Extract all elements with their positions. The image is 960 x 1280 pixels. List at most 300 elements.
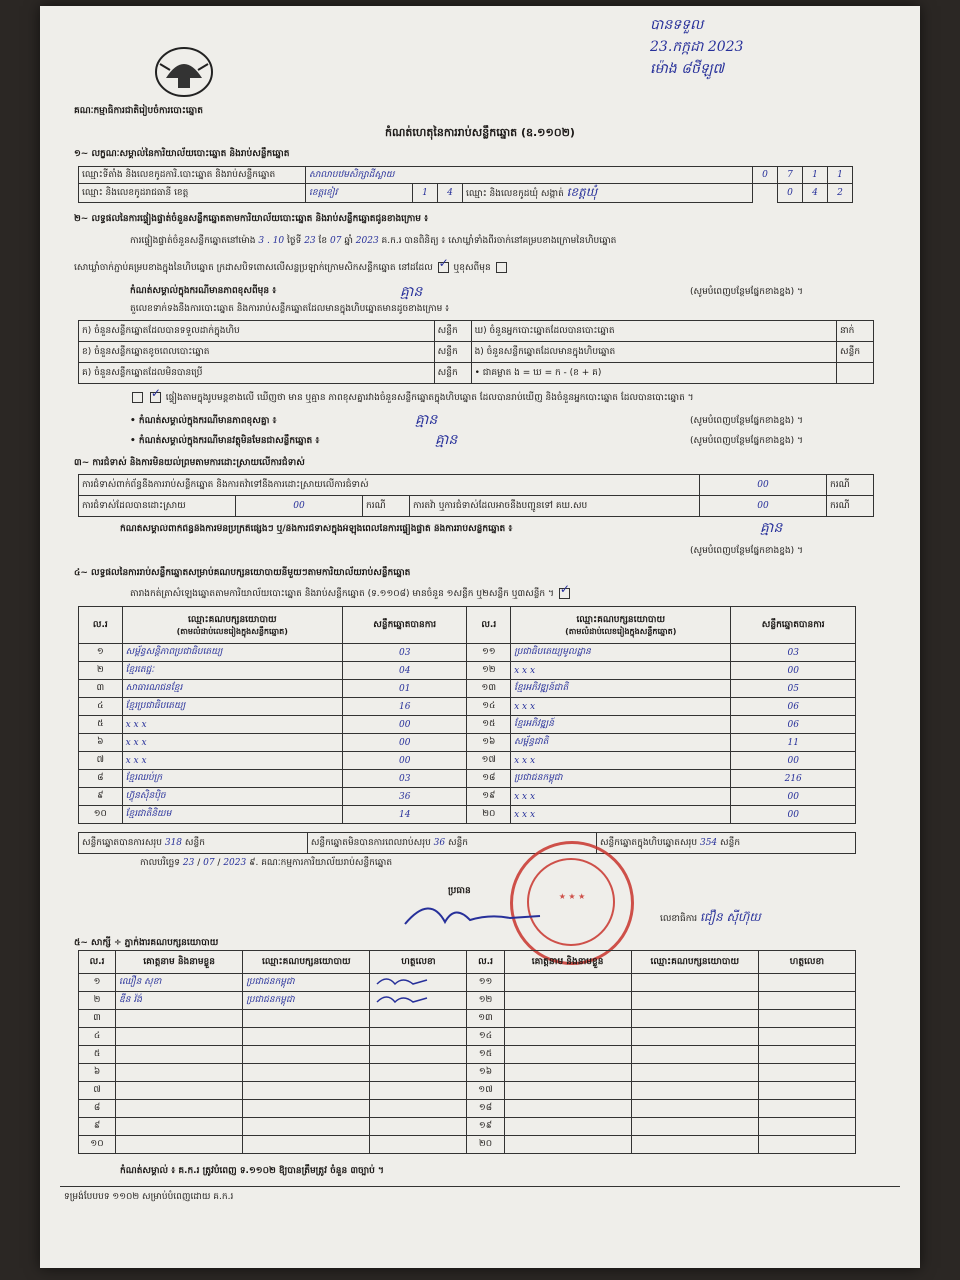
resolved-count: 00 [236, 496, 363, 517]
row-number: ៨ [79, 770, 123, 788]
witness-signature [370, 1100, 467, 1118]
section2-heading: ២~ លទ្ធផលនៃការផ្ទៀងផ្ទាត់ចំនួនសន្លឹកឆ្នោតតាមការិយាល័យបោះឆ្នោត និងរាប់សន្លឹកឆ្នោតជូនខាងក្រោម ៖ [74, 214, 429, 224]
row-number: ១៦ [467, 734, 511, 752]
nec-logo-icon [152, 44, 216, 100]
unit-label: សន្លឹក [448, 837, 468, 848]
unit-label: សន្លឹក [720, 837, 741, 848]
witness-party: ប្រជាជនកម្ពុជា [243, 992, 370, 1010]
month-label: ខែ [318, 236, 328, 246]
witness-name: ឈឿន សុខា [116, 974, 243, 992]
party-name: x x x [122, 734, 342, 752]
party-votes: 00 [342, 716, 467, 734]
year-label: ឆ្នាំ [344, 236, 353, 246]
col-party-subtitle: (តាមលំដាប់លេខរៀងក្នុងសន្លឹកឆ្នោត) [565, 626, 677, 636]
witness-signature [758, 1118, 855, 1136]
president-label: ប្រធាន [448, 886, 471, 896]
president-signature-icon [400, 894, 550, 934]
party-name: ខ្មែរប្រជាធិបតេយ្យ [122, 698, 342, 716]
section5-heading: ៥~ សាក្សី ÷ ភ្នាក់ងារគណបក្សនយោបាយ [74, 938, 219, 948]
col-sign-header: ហត្ថលេខា [758, 951, 855, 974]
witness-signature [370, 1028, 467, 1046]
date-day: 23 [182, 858, 195, 868]
witness-signature [758, 992, 855, 1010]
party-votes: 00 [731, 806, 856, 824]
witness-name [504, 1100, 631, 1118]
verification-year: 2023 [355, 236, 379, 246]
party-votes: 14 [342, 806, 467, 824]
ballot-count-label: ខ) ចំនួនសន្លឹកឆ្នោតខូចពេលបោះឆ្នោត [79, 342, 435, 363]
unit-label: សន្លឹក [434, 321, 471, 342]
col-votes-header: សន្លឹកឆ្នោតបានការ [731, 607, 856, 644]
party-name: x x x [511, 698, 731, 716]
party-name: សាធារណជនខ្មែរ [122, 680, 342, 698]
witness-name [116, 1064, 243, 1082]
ballot-count-table [78, 320, 874, 384]
witness-signature [758, 1082, 855, 1100]
received-note-line: បានទទួល [650, 17, 704, 33]
table-row [79, 321, 874, 342]
party-name: x x x [511, 662, 731, 680]
row-number: ៥ [79, 716, 123, 734]
station-code-digit: 0 [753, 167, 778, 184]
row-number: ១ [79, 974, 116, 992]
witness-signature [758, 1046, 855, 1064]
note-a-label: • កំណត់សម្គាល់ក្នុងករណីមានភាពខុសគ្នា ៖ [130, 416, 277, 426]
section4-heading: ៤~ លទ្ធផលនៃការរាប់សន្លឹកឆ្នោតសម្រាប់គណបក្សនយោបាយនីមួយៗតាមការិយាល័យរាប់សន្លឹកឆ្នោត [74, 568, 411, 578]
row-number: ១៩ [467, 1118, 504, 1136]
party-votes: 03 [342, 770, 467, 788]
row-number: ១២ [467, 992, 504, 1010]
verification-result: គ.ក.រ បានពិនិត្យ ៖ សោឃ្លាំទាំងពីរចាក់នៅគម្របខាងក្រោមនៃហិបឆ្នោត [381, 236, 617, 246]
section3-heading: ៣~ ការជំទាស់ និងការមិនយល់ព្រមតាមការដោះស្រាយលើការជំទាស់ [74, 458, 305, 468]
witness-signature [370, 1046, 467, 1064]
witness-name [504, 1082, 631, 1100]
col-votes-header: សន្លឹកឆ្នោតបានការ [342, 607, 467, 644]
valid-total-cell [79, 833, 308, 854]
party-votes: 01 [342, 680, 467, 698]
received-note-line: 23.កក្កដា 2023 [650, 39, 744, 55]
verification-line [130, 236, 890, 247]
table-row [79, 1118, 856, 1136]
changed-label: ឬខុសពីមុន [453, 263, 491, 273]
formula-check-line [130, 392, 900, 404]
row-number: ២ [79, 662, 123, 680]
commune-label: ឈ្មោះ និងលេខកូដឃុំ សង្កាត់ [466, 189, 564, 199]
row-number: ១២ [467, 662, 511, 680]
party-name: ខ្មែរអភិវឌ្ឍន៍ជាតិ [511, 680, 731, 698]
party-votes: 00 [731, 752, 856, 770]
verification-month: 07 [329, 236, 342, 246]
date-label: កាលបរិច្ឆេទ [140, 858, 180, 868]
no-difference-checkbox[interactable] [150, 392, 161, 403]
table-row [79, 644, 856, 662]
row-number: ១៨ [467, 770, 511, 788]
witness-party [631, 1028, 758, 1046]
party-name: ខ្មែរអភិវឌ្ឍន៍ [511, 716, 731, 734]
table-row [79, 698, 856, 716]
complaint-label: ការជំទាស់ពាក់ព័ន្ធនឹងការរាប់សន្លឹកឆ្នោត និងការតវ៉ាទៅនឹងការដោះស្រាយលើការជំទាស់ [79, 475, 700, 496]
row-number: ៤ [79, 698, 123, 716]
valid-total-label: សន្លឹកឆ្នោតបានការសរុប [82, 837, 162, 848]
table-row [79, 475, 874, 496]
witness-signature [758, 974, 855, 992]
witness-header-row [79, 951, 856, 974]
station-code-digit: 1 [828, 167, 853, 184]
fill-hint: (សូមបំពេញបន្ថែមផ្នែកខាងខ្នង) ។ [690, 287, 803, 297]
irregularity-note-value: គ្មាន [760, 520, 783, 536]
party-votes: 06 [731, 716, 856, 734]
ballot-count-label: ឃ) ចំនួនអ្នកបោះឆ្នោតដែលបានបោះឆ្នោត [471, 321, 836, 342]
difference-note-value: គ្មាន [400, 284, 423, 300]
formula-check-text: ផ្ទៀងតាមក្នុងរូបមន្តខាងលើ ឃើញថា មាន ឬគ្មាន ភាពខុសគ្នារវាងចំនួនសន្លឹកឆ្នោតក្នុងហិបឆ្នោត ដែលបានរាប់ឃើញ និងចំនួនអ្នកបោះឆ្នោត ដែលបានបោះឆ្នោត ។ [165, 393, 694, 403]
row-number: ៥ [79, 1046, 116, 1064]
day-label: ថ្ងៃទី [287, 236, 302, 246]
unit-label: សន្លឹក [434, 363, 471, 384]
party-name: x x x [511, 806, 731, 824]
totals-row [79, 833, 856, 854]
col-party-title: ឈ្មោះគណបក្សនយោបាយ [576, 614, 666, 625]
has-difference-checkbox[interactable] [132, 392, 143, 403]
table-row [79, 363, 874, 384]
table-row [79, 974, 856, 992]
complaint-count: 00 [700, 475, 827, 496]
changed-checkbox[interactable] [496, 262, 507, 273]
table-row [79, 1046, 856, 1064]
unit-label: សន្លឹក [837, 342, 874, 363]
section4-intro-text: តារាងកត់ត្រាសំឡេងឆ្នោតតាមការិយាល័យបោះឆ្នោត និងរាប់សន្លឹកឆ្នោត (ទ.១១០៨) មានចំនួន ១សន្លឹក ឬ២សន្លឹក ឬ៣សន្លឹក ។ [130, 589, 554, 599]
row-number: ២០ [467, 806, 511, 824]
witness-name [116, 1100, 243, 1118]
party-name: ប្រជាធិបតេយ្យមូលដ្ឋាន [511, 644, 731, 662]
party-name: ខ្មែរតេជ្ជៈ [122, 662, 342, 680]
party-name: x x x [122, 716, 342, 734]
party-votes: 36 [342, 788, 467, 806]
unit-label [837, 363, 874, 384]
page-title: កំណត់ហេតុនៃការរាប់សន្លឹកឆ្នោត (ឧ.១១០២) [385, 126, 575, 139]
received-note [650, 14, 743, 80]
col-no-header: ល.រ [79, 607, 123, 644]
verification-time: 3 . 10 [258, 236, 285, 246]
row-number: ៣ [79, 680, 123, 698]
party-votes: 00 [731, 662, 856, 680]
note-b-label: • កំណត់សម្គាល់ក្នុងករណីមានវត្ថុមិនមែនជាសន្លឹកឆ្នោត ៖ [130, 436, 320, 446]
row-number: ១៧ [467, 1082, 504, 1100]
col-party-header: ឈ្មោះគណបក្សនយោបាយ [243, 951, 370, 974]
witness-signature [370, 1118, 467, 1136]
party-votes: 00 [731, 788, 856, 806]
footer-note: កំណត់សម្គាល់ ៖ គ.ក.រ ត្រូវបំពេញ ទ.១១០២ ឱ្យបានត្រឹមត្រូវ ចំនួន ៣ច្បាប់ ។ [120, 1166, 384, 1176]
complaints-table [78, 474, 874, 517]
unit-label: ករណី [827, 475, 874, 496]
two-sheets-checkbox[interactable] [559, 588, 570, 599]
witness-party [631, 1082, 758, 1100]
row-number: ២០ [467, 1136, 504, 1154]
witness-party [631, 992, 758, 1010]
row-number: ៣ [79, 1010, 116, 1028]
witness-party [243, 1010, 370, 1028]
province-code-digit: 1 [413, 184, 438, 203]
resolved-label: ការជំទាស់ដែលបានដោះស្រាយ [79, 496, 236, 517]
polling-station-table [78, 166, 853, 203]
party-name: ខ្មែរជាតិនិយម [122, 806, 342, 824]
table-row [79, 1136, 856, 1154]
forwarded-count: 00 [700, 496, 827, 517]
row-number: ១៤ [467, 1028, 504, 1046]
party-votes: 03 [342, 644, 467, 662]
table-row [79, 1010, 856, 1028]
party-name: ហ៊្វុនស៊ិនប៉ិច [122, 788, 342, 806]
footer-divider [60, 1186, 900, 1187]
witness-signature [370, 1010, 467, 1028]
witness-signature [370, 974, 467, 992]
row-number: ១៣ [467, 1010, 504, 1028]
table-row [79, 680, 856, 698]
table-row [79, 1064, 856, 1082]
same-checkbox[interactable] [438, 262, 449, 273]
party-votes: 11 [731, 734, 856, 752]
row-number: ១១ [467, 644, 511, 662]
witness-signature [370, 1064, 467, 1082]
results-table [78, 606, 856, 824]
party-name: ប្រជាជនកម្ពុជា [511, 770, 731, 788]
witness-body [79, 974, 856, 1154]
witness-signature [370, 992, 467, 1010]
row-number: ១១ [467, 974, 504, 992]
table-row [79, 788, 856, 806]
table-intro: តួលេខទាក់ទងនឹងការបោះឆ្នោត និងការរាប់សន្លឹកឆ្នោតដែលមានក្នុងហិបឆ្នោតមានដូចខាងក្រោម ៖ [130, 304, 450, 314]
secretary-name: ជឿន ស៊ីហ៊ុយ [700, 910, 761, 924]
col-party-title: ឈ្មោះគណបក្សនយោបាយ [187, 614, 277, 625]
witness-name [116, 1028, 243, 1046]
party-votes: 04 [342, 662, 467, 680]
col-party-header [511, 607, 731, 644]
org-name: គណៈកម្មាធិការជាតិរៀបចំការបោះឆ្នោត [74, 106, 203, 116]
official-seal: ★ ★ ★ [510, 841, 634, 965]
lock-seal-text: សោឃ្លាំចាក់ភ្ជាប់គម្របខាងក្នុងនៃហិបឆ្នោត ក្រដាសបិទពោសលើសន្លប្រឡាក់ក្រោមសិកសន្លឹកឆ្នោត នៅដដែល [74, 263, 433, 273]
ballot-count-label: គ) ចំនួនសន្លឹកឆ្នោតដែលមិនបានប្រើ [79, 363, 435, 384]
station-value: សាលាបឋមសិក្សាដីស្លាយ [306, 167, 753, 184]
fill-hint: (សូមបំពេញបន្ថែមផ្នែកខាងខ្នង) ។ [690, 416, 803, 426]
verification-day: 23 [304, 236, 316, 246]
party-votes: 00 [342, 752, 467, 770]
forwarded-label: ការតវ៉ា ឬការជំទាស់ដែលអាចនឹងបញ្ជូនទៅ គឃ.សប [410, 496, 700, 517]
witness-party [631, 1118, 758, 1136]
box-total-label: សន្លឹកឆ្នោតក្នុងហិបឆ្នោតសរុប [599, 837, 698, 848]
row-number: ៨ [79, 1100, 116, 1118]
col-no-header: ល.រ [467, 951, 504, 974]
witness-party [243, 1118, 370, 1136]
row-number: ៧ [79, 1082, 116, 1100]
committee-label: ៩. គណៈកម្មការការិយាល័យរាប់សន្លឹកឆ្នោត [249, 858, 393, 868]
table-row [79, 806, 856, 824]
station-code-digit: 7 [778, 167, 803, 184]
table-row [79, 1100, 856, 1118]
secretary-line [660, 912, 761, 925]
verification-line2 [74, 262, 894, 274]
table-row [79, 716, 856, 734]
irregularity-note-label: កំណត់សម្គាល់ពាក់ព័ន្ធនឹងការមិនប្រក្រតីផ្សេងៗ ឬ/និងការជំទាស់ក្នុងអំឡុងពេលនៃការផ្ទៀងផ្ទាត់ និងការរាប់សន្លឹកឆ្នោត ៖ [120, 524, 513, 534]
fill-hint: (សូមបំពេញបន្ថែមផ្នែកខាងខ្នង) ។ [690, 546, 803, 556]
province-code-digit: 4 [438, 184, 463, 203]
col-name-header: គោត្តនាម និងនាមខ្លួន [116, 951, 243, 974]
note-b-value: គ្មាន [435, 432, 458, 448]
witness-party [243, 1082, 370, 1100]
col-party-header [122, 607, 342, 644]
col-party-header: ឈ្មោះគណបក្សនយោបាយ [631, 951, 758, 974]
results-header-row [79, 607, 856, 644]
witness-name [504, 1010, 631, 1028]
party-votes: 06 [731, 698, 856, 716]
witness-signature [758, 1010, 855, 1028]
witness-signature [758, 1136, 855, 1154]
table-row [79, 496, 874, 517]
row-number: ១៧ [467, 752, 511, 770]
table-row [79, 992, 856, 1010]
witness-name [504, 1136, 631, 1154]
document-page [40, 6, 920, 1268]
table-row [79, 1028, 856, 1046]
province-value: ខេត្តខៀវ [306, 184, 413, 203]
col-no-header: ល.រ [467, 607, 511, 644]
witness-name [116, 1118, 243, 1136]
witness-party [631, 1010, 758, 1028]
witness-party [243, 1046, 370, 1064]
party-votes: 16 [342, 698, 467, 716]
table-row [79, 1082, 856, 1100]
table-row [79, 662, 856, 680]
section1-heading: ១~ លក្ខណៈសម្គាល់នៃការិយាល័យបោះឆ្នោត និងរាប់សន្លឹកឆ្នោត [74, 149, 290, 159]
difference-note-label: កំណត់សម្គាល់ក្នុងករណីមានភាពខុសពីមុន ៖ [130, 286, 277, 296]
table-row [79, 734, 856, 752]
unit-label: ករណី [363, 496, 410, 517]
station-code-digit: 1 [803, 167, 828, 184]
witness-party [243, 1064, 370, 1082]
commune-label-and-value [463, 184, 753, 203]
party-name: សម្ព័ន្ធជាតិ [511, 734, 731, 752]
ballot-count-label: ក) ចំនួនសន្លឹកឆ្នោតដែលបានទទួលដាក់ក្នុងហិប [79, 321, 435, 342]
unit-label: សន្លឹក [434, 342, 471, 363]
row-number: ៩ [79, 1118, 116, 1136]
row-number: ១៤ [467, 698, 511, 716]
table-row [79, 752, 856, 770]
ballot-count-label: • ជាគម្លាត ង = ឃ = ក - (ខ + គ) [471, 363, 836, 384]
row-number: ១៩ [467, 788, 511, 806]
witness-name [504, 992, 631, 1010]
witness-party [631, 974, 758, 992]
table-row [79, 770, 856, 788]
commune-code-digit: 4 [803, 184, 828, 203]
row-number: ១៥ [467, 716, 511, 734]
row-number: ១៥ [467, 1046, 504, 1064]
col-name-header: គោត្តនាម និងនាមខ្លួន [504, 951, 631, 974]
party-votes: 05 [731, 680, 856, 698]
province-label: ឈ្មោះ និងលេខកូដរាជធានី ខេត្ត [79, 184, 306, 203]
date-year: 2023 [223, 858, 247, 868]
row-number: ១៦ [467, 1064, 504, 1082]
unit-label: សន្លឹក [184, 837, 205, 848]
commune-code-digit: 2 [828, 184, 853, 203]
row-number: ៩ [79, 788, 123, 806]
witness-name [116, 1010, 243, 1028]
row-number: ១០ [79, 806, 123, 824]
commune-code-digit: 0 [778, 184, 803, 203]
row-number: ៧ [79, 752, 123, 770]
received-note-line: ម៉ោង ៨ថីឡូ៧ [650, 61, 725, 77]
party-name: សម្ព័ន្ធសន្តិភាពប្រជាធិបតេយ្យ [122, 644, 342, 662]
row-number: ១ [79, 644, 123, 662]
row-number: ១៣ [467, 680, 511, 698]
unit-label: ករណី [827, 496, 874, 517]
witness-name [504, 1046, 631, 1064]
invalid-total: 36 [433, 837, 446, 848]
table-row [79, 342, 874, 363]
witness-signature [370, 1136, 467, 1154]
party-name: x x x [511, 788, 731, 806]
valid-total: 318 [164, 837, 183, 848]
party-name: x x x [122, 752, 342, 770]
col-no-header: ល.រ [79, 951, 116, 974]
witness-signature [370, 1082, 467, 1100]
witness-name [504, 1028, 631, 1046]
col-sign-header: ហត្ថលេខា [370, 951, 467, 974]
witness-party [631, 1136, 758, 1154]
witness-party [631, 1100, 758, 1118]
ballot-count-label: ង) ចំនួនសន្លឹកឆ្នោតដែលមានក្នុងហិបឆ្នោត [471, 342, 836, 363]
witness-signature [758, 1064, 855, 1082]
witness-name [504, 1064, 631, 1082]
party-name: x x x [511, 752, 731, 770]
unit-label: នាក់ [837, 321, 874, 342]
party-votes: 03 [731, 644, 856, 662]
note-a-value: គ្មាន [415, 412, 438, 428]
fill-hint: (សូមបំពេញបន្ថែមផ្នែកខាងខ្នង) ។ [690, 436, 803, 446]
row-number: ៦ [79, 1064, 116, 1082]
witness-name [504, 974, 631, 992]
secretary-label: លេខាធិការ [660, 914, 698, 924]
witness-party: ប្រជាជនកម្ពុជា [243, 974, 370, 992]
commune-value: ខេត្តឃុំ [566, 185, 598, 199]
date-line: កាលបរិច្ឆេទ 23 / 07 / 2023 ៩. គណៈកម្មការការិយាល័យរាប់សន្លឹកឆ្នោត [140, 858, 393, 868]
witness-party [243, 1028, 370, 1046]
totals-table [78, 832, 856, 854]
witness-signature [758, 1028, 855, 1046]
invalid-total-label: សន្លឹកឆ្នោតមិនបានការពេលរាប់សរុប [310, 837, 431, 848]
witness-party [243, 1136, 370, 1154]
witness-name [116, 1136, 243, 1154]
party-votes: 216 [731, 770, 856, 788]
section4-intro [130, 588, 572, 600]
row-number: ៤ [79, 1028, 116, 1046]
party-votes: 00 [342, 734, 467, 752]
row-number: ១៨ [467, 1100, 504, 1118]
witness-party [631, 1064, 758, 1082]
results-body [79, 644, 856, 824]
witness-signature [758, 1100, 855, 1118]
party-name: ខ្មែរឈប់ក្រ [122, 770, 342, 788]
witness-name [116, 1046, 243, 1064]
box-total: 354 [699, 837, 718, 848]
row-number: ៦ [79, 734, 123, 752]
witness-table [78, 950, 856, 1154]
row-number: ១០ [79, 1136, 116, 1154]
box-total-cell [596, 833, 855, 854]
verification-time-label: ការផ្ទៀងផ្ទាត់ចំនួនសន្លឹកឆ្នោតនៅម៉ោង [130, 236, 256, 246]
form-label: ទម្រង់បែបបទ ១១០២ សម្រាប់បំពេញដោយ គ.ក.រ [64, 1192, 234, 1202]
station-label: ឈ្មោះទីតាំង និងលេខកូដការិ.បោះឆ្នោត និងរាប់សន្លឹកឆ្នោត [79, 167, 306, 184]
witness-party [631, 1046, 758, 1064]
witness-name: ឌឹន វ៉ង់ [116, 992, 243, 1010]
witness-name [504, 1118, 631, 1136]
